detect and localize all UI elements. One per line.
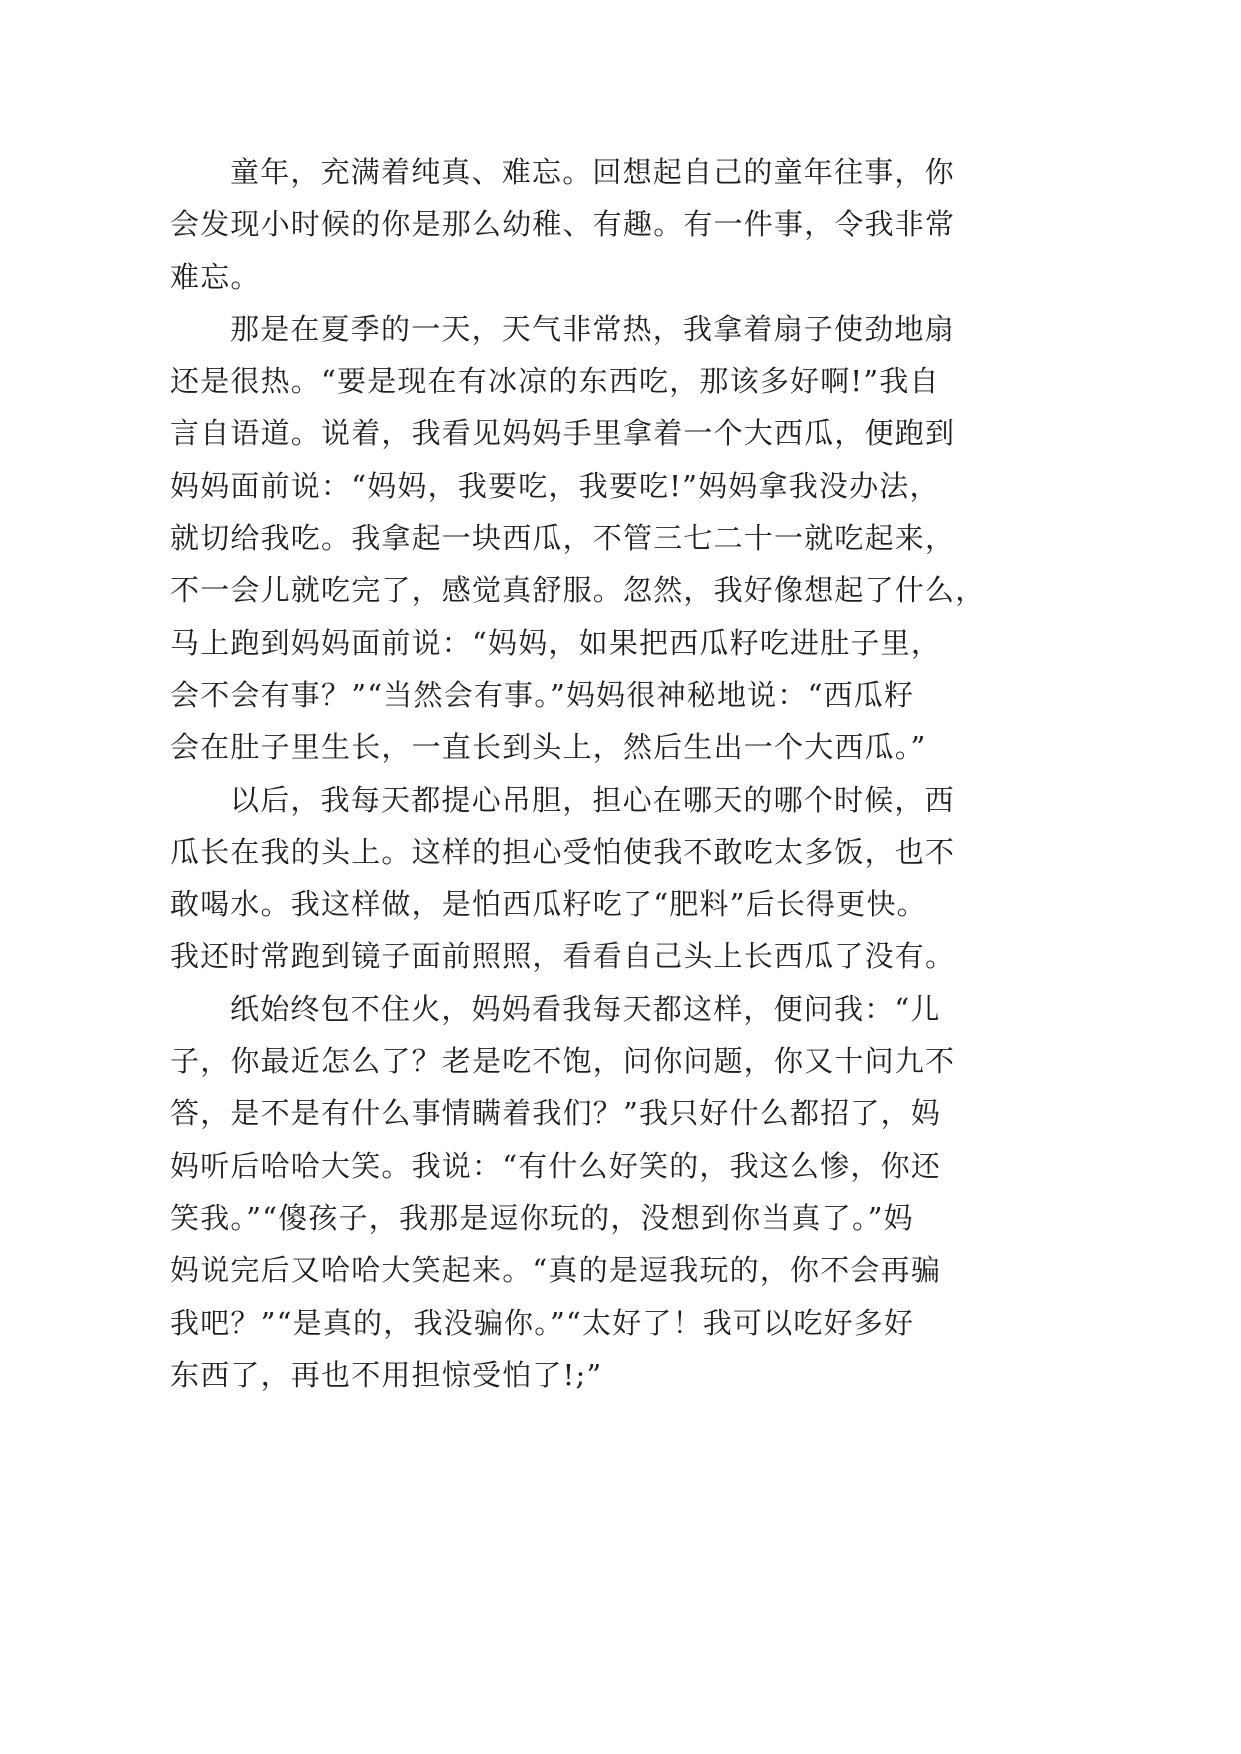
text-line: 瓜长在我的头上。这样的担心受怕使我不敢吃太多饭，也不	[170, 834, 956, 869]
paragraph-4	[170, 983, 1070, 1401]
text-line: 敢喝水。我这样做，是怕西瓜籽吃了“肥料”后长得更快。	[170, 887, 927, 922]
paragraph-3	[170, 774, 1070, 983]
text-line: 童年，充满着纯真、难忘。回想起自己的童年往事，你	[230, 155, 955, 189]
paragraph-1	[170, 146, 1070, 303]
text-line: 妈妈面前说：“妈妈，我要吃，我要吃!”妈妈拿我没办法，	[170, 468, 940, 503]
text-line: 不一会儿就吃完了，感觉真舒服。忽然，我好像想起了什么，	[170, 573, 986, 608]
text-line: 妈听后哈哈大笑。我说：“有什么好笑的，我这么惨，你还	[170, 1148, 942, 1183]
text-line: 笑我。”“傻孩子，我那是逗你玩的，没想到你当真了。”妈	[170, 1200, 914, 1235]
text-line: 妈说完后又哈哈大笑起来。“真的是逗我玩的，你不会再骗	[170, 1253, 942, 1288]
text-line: 还是很热。“要是现在有冰凉的东西吃，那该多好啊!”我自	[170, 364, 940, 399]
text-line: 我吧？”“是真的，我没骗你。”“太好了！我可以吃好多好	[170, 1305, 915, 1340]
text-line: 马上跑到妈妈面前说：“妈妈，如果把西瓜籽吃进肚子里，	[170, 625, 942, 660]
text-line: 那是在夏季的一天，天气非常热，我拿着扇子使劲地扇	[230, 311, 955, 346]
document-body	[170, 146, 1070, 1401]
text-line: 就切给我吃。我拿起一块西瓜，不管三七二十一就吃起来，	[170, 521, 956, 556]
text-line: 子，你最近怎么了？老是吃不饱，问你问题，你又十问九不	[170, 1044, 956, 1079]
text-line: 会在肚子里生长，一直长到头上，然后生出一个大西瓜。”	[170, 730, 927, 765]
paragraph-2	[170, 303, 1070, 774]
text-line: 东西了，再也不用担惊受怕了!;”	[170, 1357, 603, 1392]
text-line: 纸始终包不住火，妈妈看我每天都这样，便问我：“儿	[230, 991, 941, 1026]
text-line: 言自语道。说着，我看见妈妈手里拿着一个大西瓜，便跑到	[170, 416, 956, 451]
text-line: 以后，我每天都提心吊胆，担心在哪天的哪个时候，西	[230, 782, 955, 817]
text-line: 会发现小时候的你是那么幼稚、有趣。有一件事，令我非常	[170, 207, 956, 242]
text-line: 我还时常跑到镜子面前照照，看看自己头上长西瓜了没有。	[170, 939, 956, 974]
text-line: 会不会有事？”“当然会有事。”妈妈很神秘地说：“西瓜籽	[170, 677, 915, 712]
text-line: 难忘。	[170, 259, 261, 294]
text-line: 答，是不是有什么事情瞒着我们？”我只好什么都招了，妈	[170, 1096, 942, 1131]
